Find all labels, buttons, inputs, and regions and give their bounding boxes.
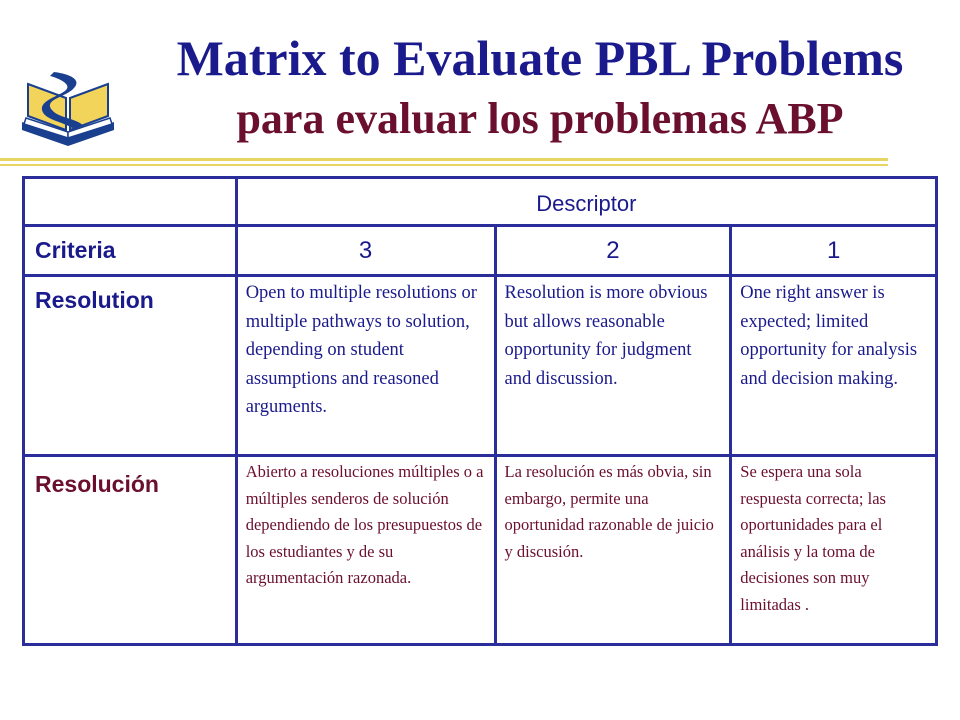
table-cell: Open to multiple resolutions or multiple pathways to solution, depending on student assumptions and reasoned arguments. xyxy=(236,276,495,456)
table-header-row xyxy=(24,178,937,226)
table-cell: Se espera una sola respuesta correcta; las oportunidades para el análisis y la toma de decisiones son muy limitadas . xyxy=(731,456,937,645)
level-header: 1 xyxy=(731,226,937,276)
divider xyxy=(0,164,888,166)
row-label: Resolution xyxy=(24,276,237,456)
table-row xyxy=(24,276,937,456)
table-cell: La resolución es más obvia, sin embargo, permite una oportunidad razonable de juicio y discusión. xyxy=(495,456,731,645)
level-header: 3 xyxy=(236,226,495,276)
row-label: Resolución xyxy=(24,456,237,645)
table-cell: Abierto a resoluciones múltiples o a múltiples senderos de solución dependiendo de los presupuestos de los estudiantes y de su argumentación razonada. xyxy=(236,456,495,645)
open-book-road-icon xyxy=(14,64,122,154)
page-title: Matrix to Evaluate PBL Problems xyxy=(176,30,904,86)
table-cell: Resolution is more obvious but allows reasonable opportunity for judgment and discussion. xyxy=(495,276,731,456)
level-header: 2 xyxy=(495,226,731,276)
table-levels-row xyxy=(24,226,937,276)
criteria-header: Criteria xyxy=(24,226,237,276)
table-row xyxy=(24,456,937,645)
page-subtitle: para evaluar los problemas ABP xyxy=(236,94,844,143)
descriptor-header: Descriptor xyxy=(236,178,936,226)
table-cell: One right answer is expected; limited opportunity for analysis and decision making. xyxy=(731,276,937,456)
divider xyxy=(0,158,888,161)
evaluation-matrix-table xyxy=(22,176,938,646)
empty-corner-cell xyxy=(24,178,237,226)
